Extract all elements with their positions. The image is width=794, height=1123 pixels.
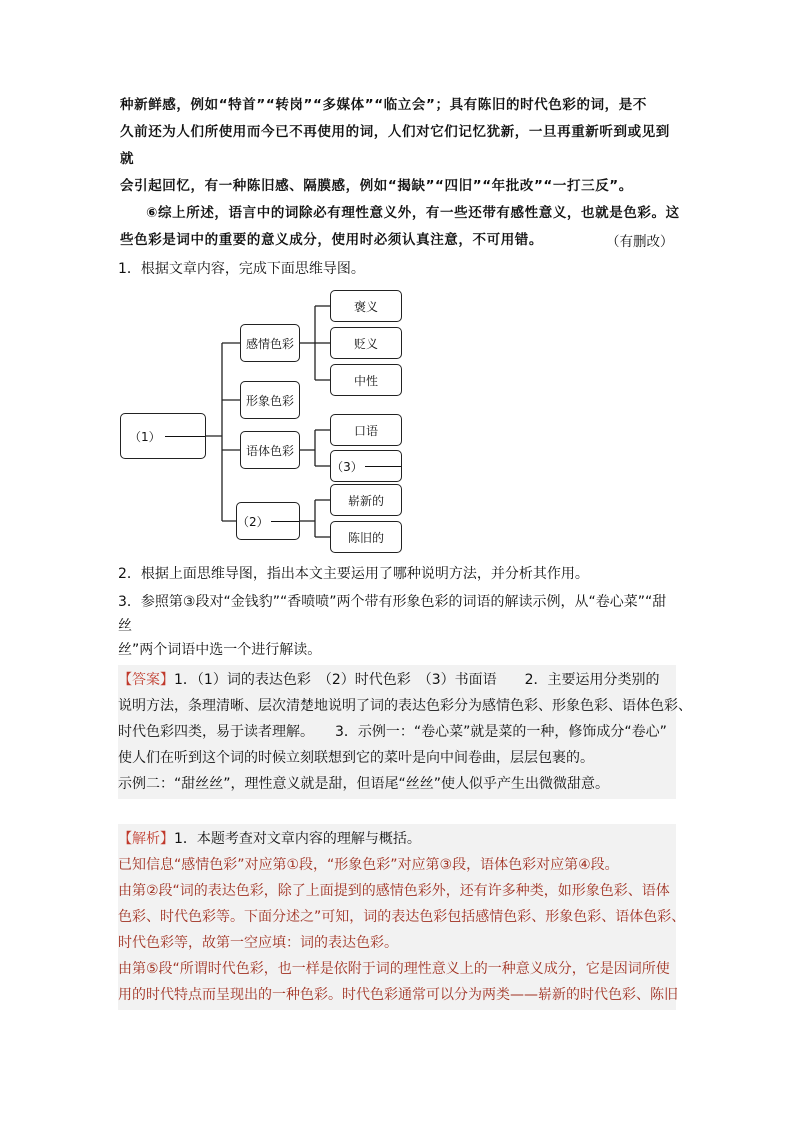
answer-tag: 【答案】: [118, 672, 174, 688]
question-1: 1．根据文章内容，完成下面思维导图。: [118, 261, 365, 277]
passage-line: 会引起回忆，有一种陈旧感、隔膜感，例如“揭缺”“四旧”“年批改”“一打三反”。: [120, 178, 633, 194]
mindmap-node-emotion: 感情色彩: [240, 324, 300, 362]
analysis-line: 时代色彩等，故第一空应填：词的表达色彩。: [118, 935, 398, 951]
mindmap-node-style: 语体色彩: [240, 431, 300, 469]
passage-line: 种新鲜感，例如“特首”“转岗”“多媒体”“临立会”；具有陈旧的时代色彩的词，是不: [120, 97, 647, 113]
answer-line: 时代色彩四类，易于读者理解。 3．示例一：“卷心菜”就是菜的一种，修饰成分“卷心”: [118, 724, 667, 740]
mindmap-leaf-negative: 贬义: [330, 327, 402, 359]
mindmap-leaf-colloquial: 口语: [330, 414, 402, 446]
passage-line: 些色彩是词中的重要的意义成分，使用时必须认真注意，不可用错。: [120, 232, 543, 248]
analysis-section: [118, 824, 686, 1010]
answer-line: 使人们在听到这个词的时候立刻联想到它的菜叶是向中间卷曲，层层包裹的。: [118, 750, 594, 766]
mindmap-root: [120, 413, 206, 459]
answer-line: 1．（1）词的表达色彩 （2）时代色彩 （3）书面语 2．主要运用分类别的: [174, 672, 660, 688]
source-note: （有删改）: [606, 234, 674, 250]
mindmap-leaf-positive: 褒义: [330, 290, 402, 322]
passage-line: ⑥综上所述，语言中的词除必有理性意义外，有一些还带有感性意义，也就是色彩。这: [146, 205, 680, 221]
mindmap-leaf-new: 崭新的: [330, 484, 402, 516]
analysis-line: 由第⑤段“所谓时代色彩，也一样是依附于词的理性意义上的一种意义成分，它是因词所使: [118, 961, 670, 977]
answer-line: 示例二：“甜丝丝”，理性意义就是甜，但语尾“丝丝”使人似乎产生出微微甜意。: [118, 776, 610, 792]
mindmap-node-era-label: （2）: [237, 514, 269, 529]
answer-line: 说明方法，条理清晰、层次清楚地说明了词的表达色彩分为感情色彩、形象色彩、语体色彩、: [118, 698, 692, 714]
mindmap-node-image: 形象色彩: [240, 381, 300, 419]
question-2: 2．根据上面思维导图，指出本文主要运用了哪种说明方法，并分析其作用。: [118, 566, 589, 582]
answer-section: [118, 665, 692, 799]
mindmap-root-label: （1）: [129, 429, 161, 444]
mindmap-leaf-blank-label: （3）: [331, 459, 363, 474]
question-3-line: 丝”两个词语中选一个进行解读。: [118, 642, 322, 658]
mindmap-leaf-old: 陈旧的: [330, 521, 402, 553]
blank-3: [365, 466, 401, 467]
blank-2: [271, 521, 299, 522]
blank-1: [165, 436, 205, 437]
analysis-line: 1．本题考查对文章内容的理解与概括。: [174, 831, 421, 847]
mindmap-leaf-neutral: 中性: [330, 364, 402, 396]
analysis-line: 由第②段“词的表达色彩，除了上面提到的感情色彩外，还有许多种类，如形象色彩、语体: [118, 883, 670, 899]
analysis-line: 已知信息“感情色彩”对应第①段，“形象色彩”对应第③段，语体色彩对应第④段。: [118, 857, 619, 873]
question-3-line: 3．参照第③段对“金钱豹”“香喷喷”两个带有形象色彩的词语的解读示例，从“卷心菜”“甜丝: [118, 594, 667, 634]
mindmap-leaf-blank: [330, 450, 402, 482]
analysis-line: 用的时代特点而呈现出的一种色彩。时代色彩通常可以分为两类——崭新的时代色彩、陈旧: [118, 987, 678, 1003]
mindmap-node-era: [236, 502, 300, 540]
analysis-tag: 【解析】: [118, 831, 174, 847]
analysis-line: 色彩、时代色彩等。下面分述之”可知，词的表达色彩包括感情色彩、形象色彩、语体色彩、: [118, 909, 686, 925]
passage-line: 久前还为人们所使用而今已不再使用的词，人们对它们记忆犹新，一旦再重新听到或见到就: [120, 124, 670, 167]
question-3: [118, 590, 678, 662]
